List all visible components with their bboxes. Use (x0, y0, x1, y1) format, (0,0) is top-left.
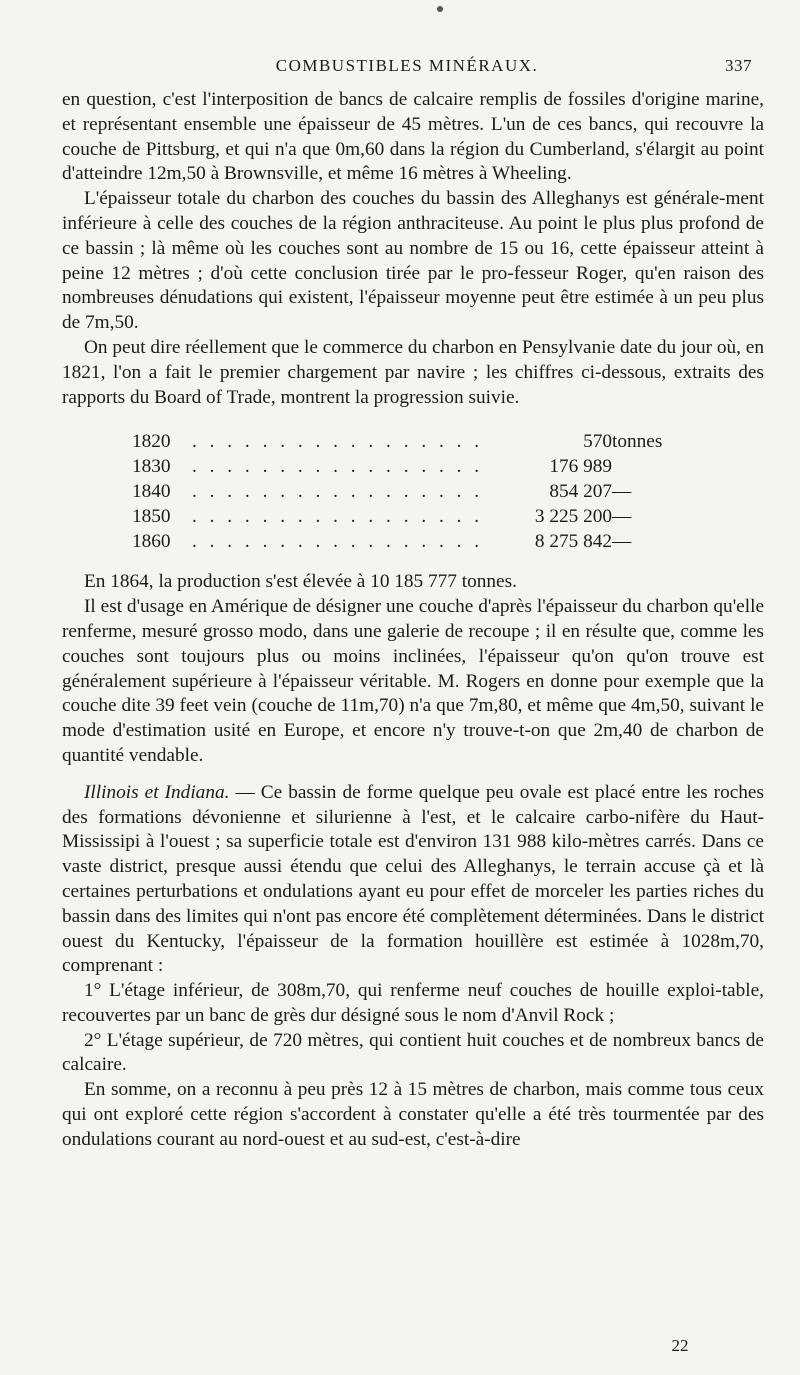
unit-cell: — (612, 530, 632, 552)
leader-dots: . . . . . . . . . . . . . . . . . (192, 456, 484, 478)
year-cell: 1830 (132, 456, 171, 478)
table-row (132, 505, 692, 530)
table-row (132, 455, 692, 480)
value-cell: 854 207 (549, 480, 612, 502)
unit-cell: — (612, 505, 632, 527)
signature-mark: 22 (671, 1336, 689, 1355)
page-body (62, 88, 764, 1153)
production-table (132, 430, 692, 554)
paragraph: On peut dire réellement que le commerce du charbon en Pensylvanie date du jour où, en 1821, l'on a fait le premier chargement par navire ; les chiffres ci-dessous, extraits des rapports du Board of Trade, montrent la progression suivie. (62, 336, 764, 408)
paragraph: En somme, on a reconnu à peu près 12 à 15 mètres de charbon, mais comme tous ceux qui ont exploré cette région s'accordent à constater qu'elle a été très tourmentée par des ondulations courant au nord-ouest et au sud-est, c'est-à-dire (62, 1079, 764, 1150)
unit-cell: — (612, 480, 632, 502)
list-item: 2° L'étage supérieur, de 720 mètres, qui contient huit couches et de nombreux bancs de calcaire. (62, 1029, 764, 1076)
unit-cell (612, 455, 692, 480)
section-paragraph (62, 781, 764, 979)
leader-dots: . . . . . . . . . . . . . . . . . (192, 431, 484, 453)
value-cell: 3 225 200 (534, 505, 612, 527)
leader-dots: . . . . . . . . . . . . . . . . . (192, 480, 484, 502)
running-title: COMBUSTIBLES MINÉRAUX. (275, 56, 539, 75)
ink-dot (437, 6, 443, 12)
paragraph-gap (62, 769, 764, 781)
year-cell: 1850 (132, 505, 171, 527)
table-row (132, 530, 692, 555)
section-heading: Illinois et Indiana. (84, 781, 230, 803)
value-cell: 570 (583, 431, 612, 453)
page-number: 337 (725, 56, 752, 75)
paragraph: Il est d'usage en Amérique de désigner une couche d'après l'épaisseur du charbon qu'elle renferme, mesuré grosso modo, dans une galerie de recoupe ; il en résulte que, comme les couches sont toujours plus ou moins inclinées, l'épaisseur qu'on qu'on trouve est généralement supérieure à l'épaisseur véritable. M. Rogers en donne pour exemple que la couche dite 39 feet vein (couche de 11m,70) n'a que 7m,80, et même que 4m,50, suivant le mode d'estimation usité en Europe, et encore n'y trouve-t-on que 2m,40 de charbon de quantité vendable. (62, 596, 764, 766)
value-cell: 176 989 (549, 456, 612, 478)
running-header (62, 56, 752, 84)
year-cell: 1820 (132, 431, 171, 453)
paragraph: En 1864, la production s'est élevée à 10 185 777 tonnes. (84, 571, 517, 593)
year-cell: 1860 (132, 530, 171, 552)
table-row (132, 430, 692, 455)
section-text: — Ce bassin de forme quelque peu ovale est placé entre les roches des formations dévonienne et silurienne à l'est, et le calcaire carbo-nifère du Haut-Mississipi à l'ouest ; sa superficie totale est d'environ 131 988 kilo-mètres carrés. Dans ce vaste district, presque aussi étendu que celui des Alleghanys, le terrain accuse çà et là certaines perturbations et ondulations ayant eu pour effet de morceler les parties riches du bassin dans des limites qui n'ont pas encore été complètement déterminées. Dans le district ouest du Kentucky, l'épaisseur de la formation houillère est estimée à 1028m,70, comprenant : (62, 781, 764, 977)
list-item: 1° L'étage inférieur, de 308m,70, qui renferme neuf couches de houille exploi-table, recouvertes par un banc de grès dur désigné sous le nom d'Anvil Rock ; (62, 980, 764, 1026)
table-row (132, 480, 692, 505)
value-cell: 8 275 842 (534, 530, 612, 552)
leader-dots: . . . . . . . . . . . . . . . . . (192, 505, 484, 527)
paragraph: L'épaisseur totale du charbon des couches du bassin des Alleghanys est générale-ment inférieure à celle des couches de la région anthraciteuse. Au point le plus plus profond de ce bassin ; là même où les couches sont au nombre de 15 ou 16, cette épaisseur atteint à peine 12 mètres ; d'où cette conclusion tirée par le pro-fesseur Roger, qu'en raison des nombreuses dénudations qui existent, l'épaisseur moyenne peut être estimée à un peu plus de 7m,50. (62, 188, 764, 334)
leader-dots: . . . . . . . . . . . . . . . . . (192, 530, 484, 552)
unit-cell: tonnes (612, 431, 663, 453)
paragraph: en question, c'est l'interposition de bancs de calcaire remplis de fossiles d'origine marine, et représentant ensemble une épaisseur de 45 mètres. L'un de ces bancs, qui recouvre la couche de Pittsburg, et qui n'a que 0m,60 dans la région du Cumberland, s'élargit au point d'atteindre 12m,50 à Brownsville, et même 16 mètres à Wheeling. (62, 89, 764, 185)
year-cell: 1840 (132, 480, 171, 502)
